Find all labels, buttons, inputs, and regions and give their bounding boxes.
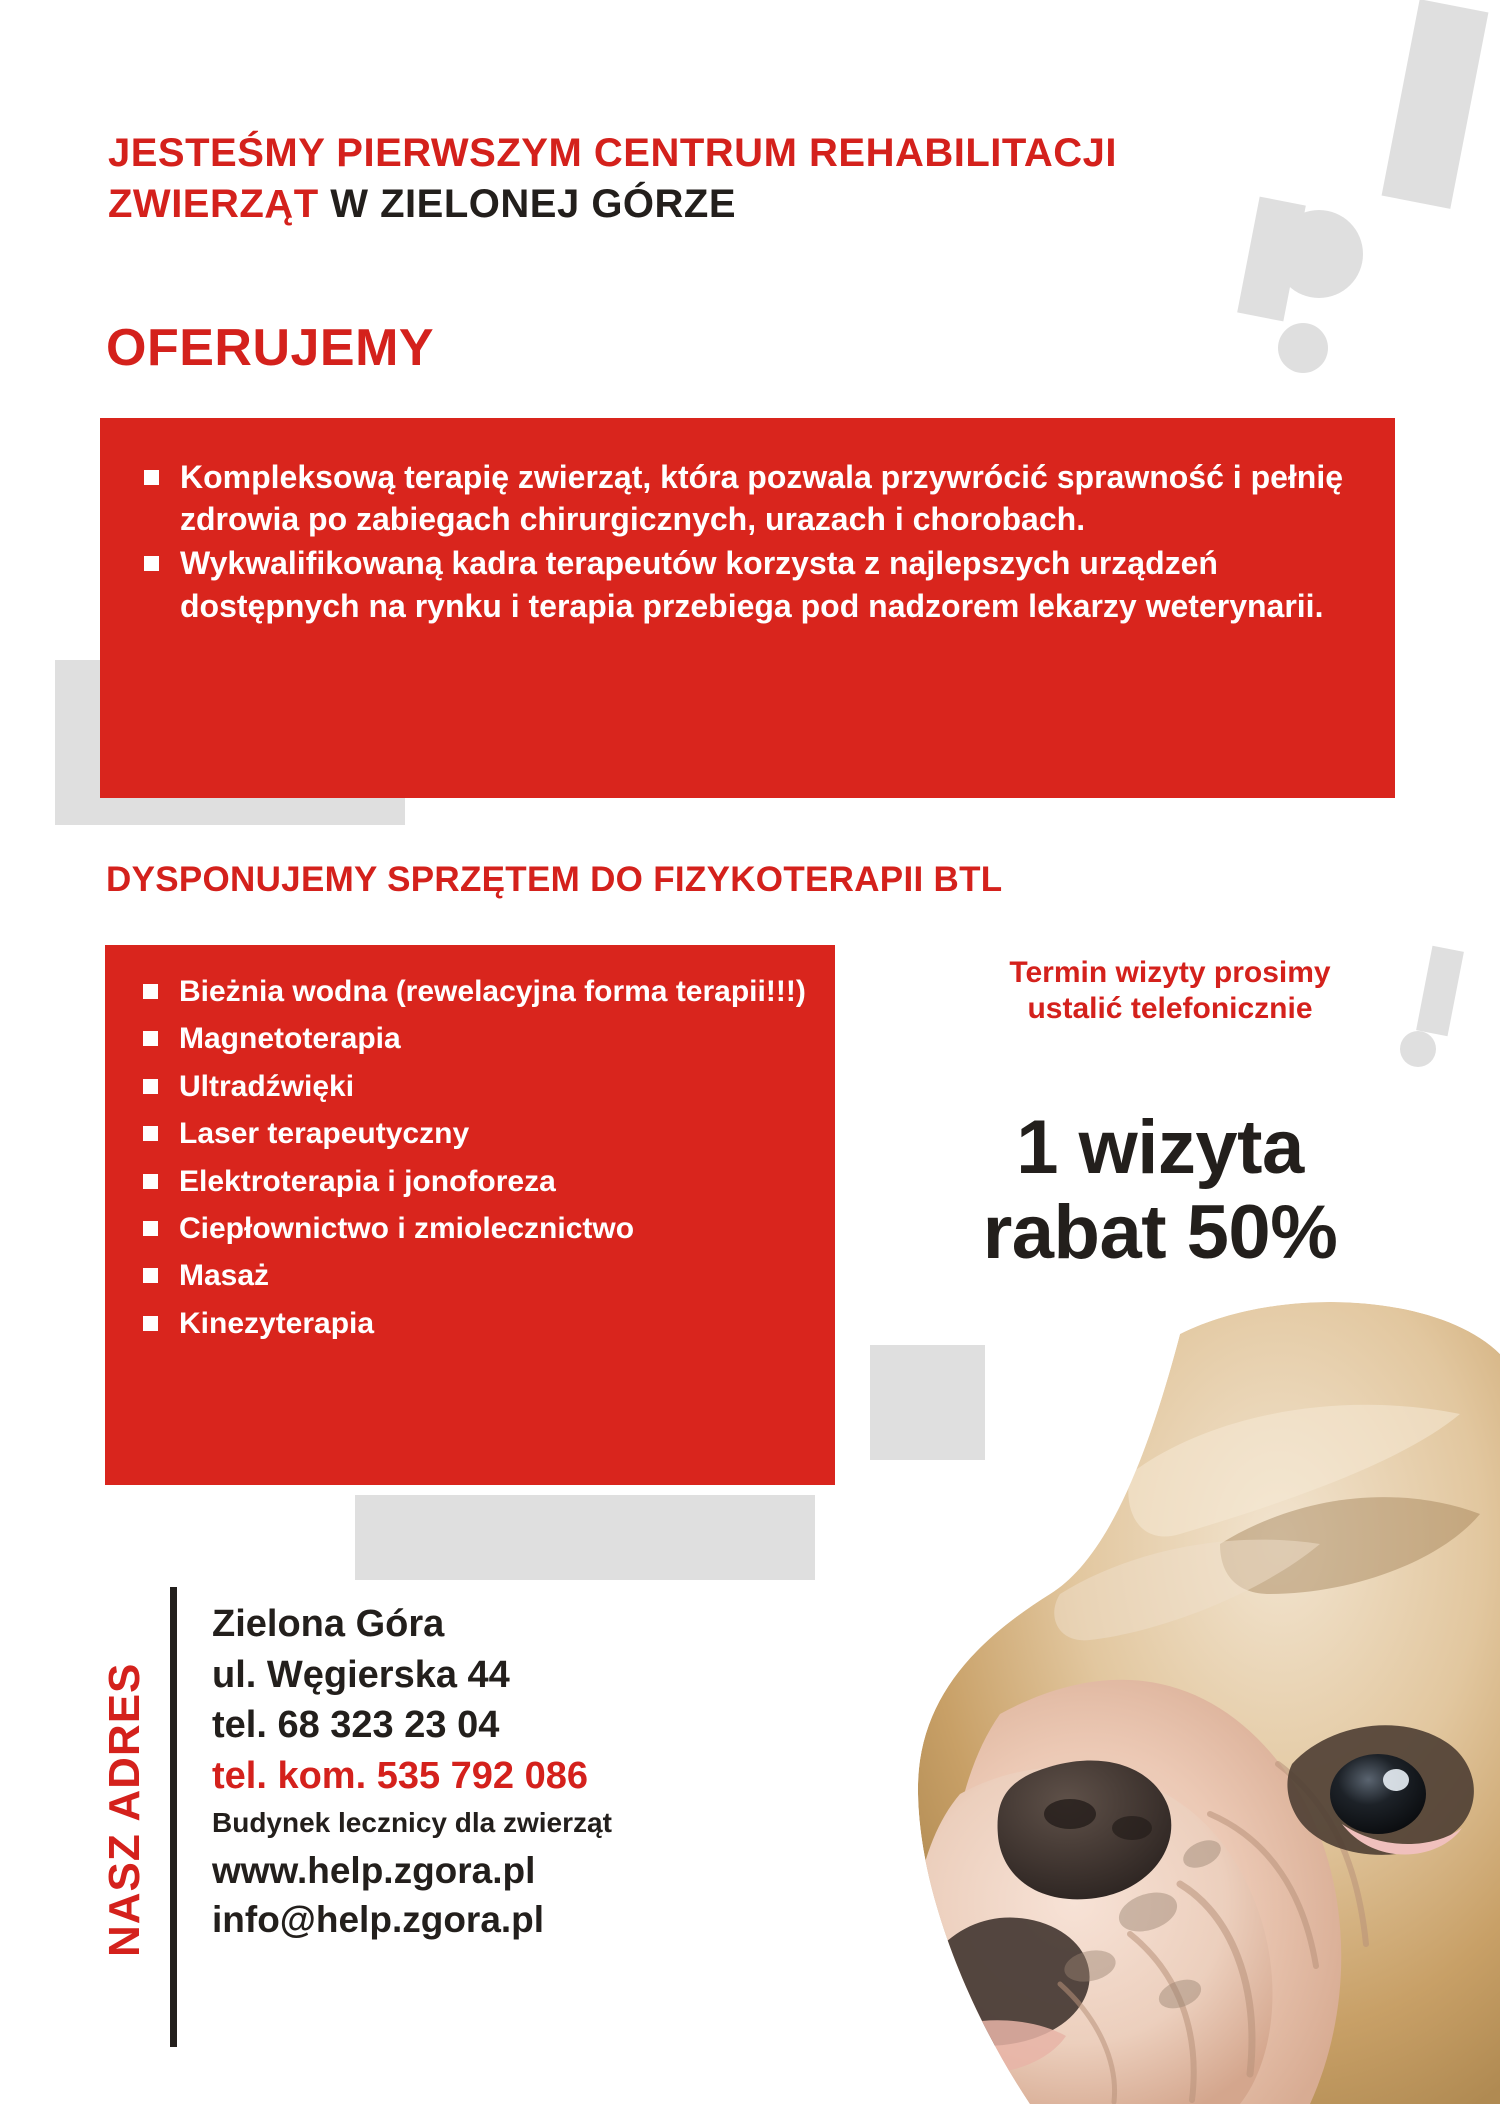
address-street: ul. Węgierska 44 (212, 1653, 510, 1696)
address-label: NASZ ADRES (100, 1662, 149, 1958)
discount-banner (880, 1105, 1440, 1275)
address-divider (170, 1587, 177, 2047)
address-mobile[interactable]: tel. kom. 535 792 086 (212, 1754, 589, 1797)
discount-line2: rabat 50% (982, 1190, 1338, 1276)
equipment-section-title: DYSPONUJEMY SPRZĘTEM DO FIZYKOTERAPII BTL (106, 860, 1003, 899)
appointment-note-line1: Termin wizyty prosimy (1009, 956, 1331, 989)
square-bullet-icon (143, 1268, 158, 1283)
equipment-item-text: Ciepłownictwo i zmiolecznictwo (179, 1211, 635, 1245)
equipment-list (133, 973, 817, 1343)
offer-item-text: Kompleksową terapię zwierząt, która pozwala przywrócić sprawność i pełnię zdrowia po zabiegach chirurgicznych, urazach i chorobach. (180, 459, 1344, 538)
bulldog-photo (880, 1294, 1500, 2104)
gray-rectangle-middle (355, 1495, 815, 1580)
list-item (133, 1163, 817, 1201)
address-city: Zielona Góra (212, 1603, 445, 1645)
square-bullet-icon (143, 1316, 158, 1331)
address-phone[interactable]: tel. 68 323 23 04 (212, 1704, 500, 1747)
address-website[interactable]: www.help.zgora.pl (212, 1849, 536, 1891)
appointment-note (935, 955, 1405, 1027)
address-building: Budynek lecznicy dla zwierząt (212, 1807, 612, 1839)
list-item (134, 542, 1355, 626)
square-bullet-icon (143, 1126, 158, 1141)
list-item (134, 456, 1355, 540)
exclamation-large-bar-icon (1382, 0, 1489, 209)
equipment-item-text: Bieżnia wodna (rewelacyjna forma terapii!!!) (179, 975, 806, 1008)
address-details (212, 1599, 772, 1944)
offer-item-text: Wykwalifikowaną kadra terapeutów korzysta z najlepszych urządzeń dostępnych na rynku i terapia przebiega pod nadzorem lekarzy weterynarii. (180, 545, 1324, 624)
offer-section-title: OFERUJEMY (106, 319, 435, 377)
square-bullet-icon (144, 470, 159, 485)
headline-line2-red: ZWIERZĄT (108, 182, 319, 227)
list-item (133, 1257, 817, 1295)
square-bullet-icon (143, 1221, 158, 1236)
offer-panel (100, 418, 1395, 798)
equipment-item-text: Kinezyterapia (179, 1306, 375, 1340)
square-bullet-icon (143, 1079, 158, 1094)
equipment-item-text: Masaż (179, 1259, 270, 1293)
square-bullet-icon (143, 1174, 158, 1189)
discount-line1: 1 wizyta (1016, 1105, 1304, 1190)
equipment-item-text: Laser terapeutyczny (179, 1117, 470, 1151)
equipment-panel (105, 945, 835, 1485)
exclamation-mid-bar-icon (1416, 946, 1464, 1037)
appointment-note-line2: ustalić telefonicznie (1027, 992, 1313, 1025)
list-item (133, 1020, 817, 1058)
equipment-item-text: Elektroterapia i jonoforeza (179, 1164, 556, 1198)
exclamation-small-dot-icon (1278, 323, 1328, 373)
offer-list (134, 456, 1355, 627)
equipment-item-text: Magnetoterapia (179, 1022, 401, 1056)
exclamation-mid-dot-icon (1400, 1031, 1436, 1067)
square-bullet-icon (143, 1031, 158, 1046)
list-item (133, 973, 817, 1011)
list-item (133, 1305, 817, 1343)
address-email[interactable]: info@help.zgora.pl (212, 1899, 545, 1941)
headline-line1: JESTEŚMY PIERWSZYM CENTRUM REHABILITACJI (108, 131, 1117, 175)
equipment-item-text: Ultradźwięki (179, 1069, 355, 1103)
square-bullet-icon (144, 556, 159, 571)
page-headline (108, 128, 1288, 230)
headline-line2-dark: W ZIELONEJ GÓRZE (330, 182, 737, 227)
list-item (133, 1115, 817, 1153)
square-bullet-icon (143, 984, 158, 999)
list-item (133, 1210, 817, 1248)
list-item (133, 1068, 817, 1106)
